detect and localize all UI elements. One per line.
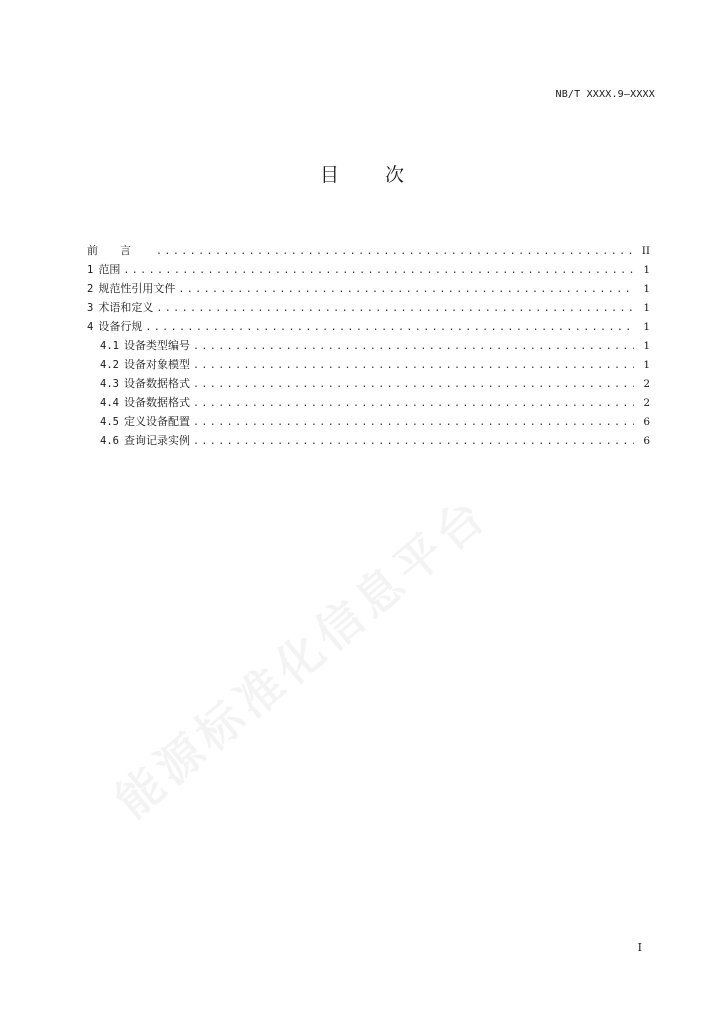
watermark bbox=[100, 479, 501, 830]
toc-entry-4-6[interactable] bbox=[87, 431, 650, 450]
toc-title: 目 次 bbox=[319, 164, 425, 186]
toc-dot-leader bbox=[156, 242, 634, 261]
toc-entry-label: 前言 bbox=[87, 244, 153, 257]
toc-entry-4-1[interactable] bbox=[87, 336, 650, 355]
toc-entry-label: 定义设备配置 bbox=[123, 415, 190, 428]
toc-entry-label: 设备行规 bbox=[98, 320, 143, 333]
toc-entry-page: 1 bbox=[643, 359, 650, 371]
toc-entry-label: 设备数据格式 bbox=[123, 396, 190, 409]
toc-entry-1[interactable] bbox=[87, 260, 650, 279]
toc-entry-number: 4 bbox=[87, 321, 94, 333]
toc-dot-leader bbox=[178, 280, 634, 299]
toc-entry-number: 4.1 bbox=[100, 340, 119, 352]
toc-dot-leader bbox=[193, 337, 634, 356]
toc-entry-4-3[interactable] bbox=[87, 374, 650, 393]
toc-entry-page: 1 bbox=[643, 302, 650, 314]
toc-entry-4[interactable] bbox=[87, 317, 650, 336]
toc-dot-leader bbox=[145, 318, 634, 337]
toc-dot-leader bbox=[193, 432, 634, 451]
toc-dot-leader bbox=[156, 299, 634, 318]
toc-entry-number: 4.3 bbox=[100, 378, 119, 390]
toc-entry-page: 2 bbox=[643, 397, 650, 409]
toc-dot-leader bbox=[193, 394, 634, 413]
toc-entry-4-2[interactable] bbox=[87, 355, 650, 374]
toc-entry-4-4[interactable] bbox=[87, 393, 650, 412]
toc-entry-page: II bbox=[641, 245, 650, 257]
toc-entry-number: 2 bbox=[87, 283, 94, 295]
toc-entry-label: 设备类型编号 bbox=[123, 339, 190, 352]
toc-entry-number: 4.4 bbox=[100, 397, 119, 409]
toc-dot-leader bbox=[193, 356, 634, 375]
toc-entry-number: 4.6 bbox=[100, 435, 119, 447]
toc-entry-page: 1 bbox=[643, 264, 650, 276]
toc-entry-page: 1 bbox=[643, 321, 650, 333]
toc-entry-number: 4.2 bbox=[100, 359, 119, 371]
toc-entry-page: 2 bbox=[643, 378, 650, 390]
toc-entry-4-5[interactable] bbox=[87, 412, 650, 431]
toc-entry-page: 6 bbox=[643, 435, 650, 447]
toc-dot-leader bbox=[123, 261, 634, 280]
toc-dot-leader bbox=[193, 413, 634, 432]
toc-entry-page: 1 bbox=[643, 340, 650, 352]
toc-entry-number: 4.5 bbox=[100, 416, 119, 428]
toc-entry-label: 规范性引用文件 bbox=[98, 282, 176, 295]
toc-entry-page: 1 bbox=[643, 283, 650, 295]
toc-entry-label: 查询记录实例 bbox=[123, 434, 190, 447]
page-number: I bbox=[637, 941, 642, 954]
toc-entry-2[interactable] bbox=[87, 279, 650, 298]
toc-entry-number: 1 bbox=[87, 264, 94, 276]
toc-entry-page: 6 bbox=[643, 416, 650, 428]
toc-entry-number: 3 bbox=[87, 302, 94, 314]
standard-code: NB/T XXXX.9—XXXX bbox=[555, 89, 655, 100]
table-of-contents bbox=[87, 241, 650, 450]
toc-dot-leader bbox=[193, 375, 634, 394]
toc-entry-label: 范围 bbox=[98, 263, 121, 276]
toc-entry-label: 设备数据格式 bbox=[123, 377, 190, 390]
toc-entry-foreword[interactable] bbox=[87, 241, 650, 260]
toc-entry-label: 设备对象模型 bbox=[123, 358, 190, 371]
toc-entry-label: 术语和定义 bbox=[98, 301, 154, 314]
toc-entry-3[interactable] bbox=[87, 298, 650, 317]
